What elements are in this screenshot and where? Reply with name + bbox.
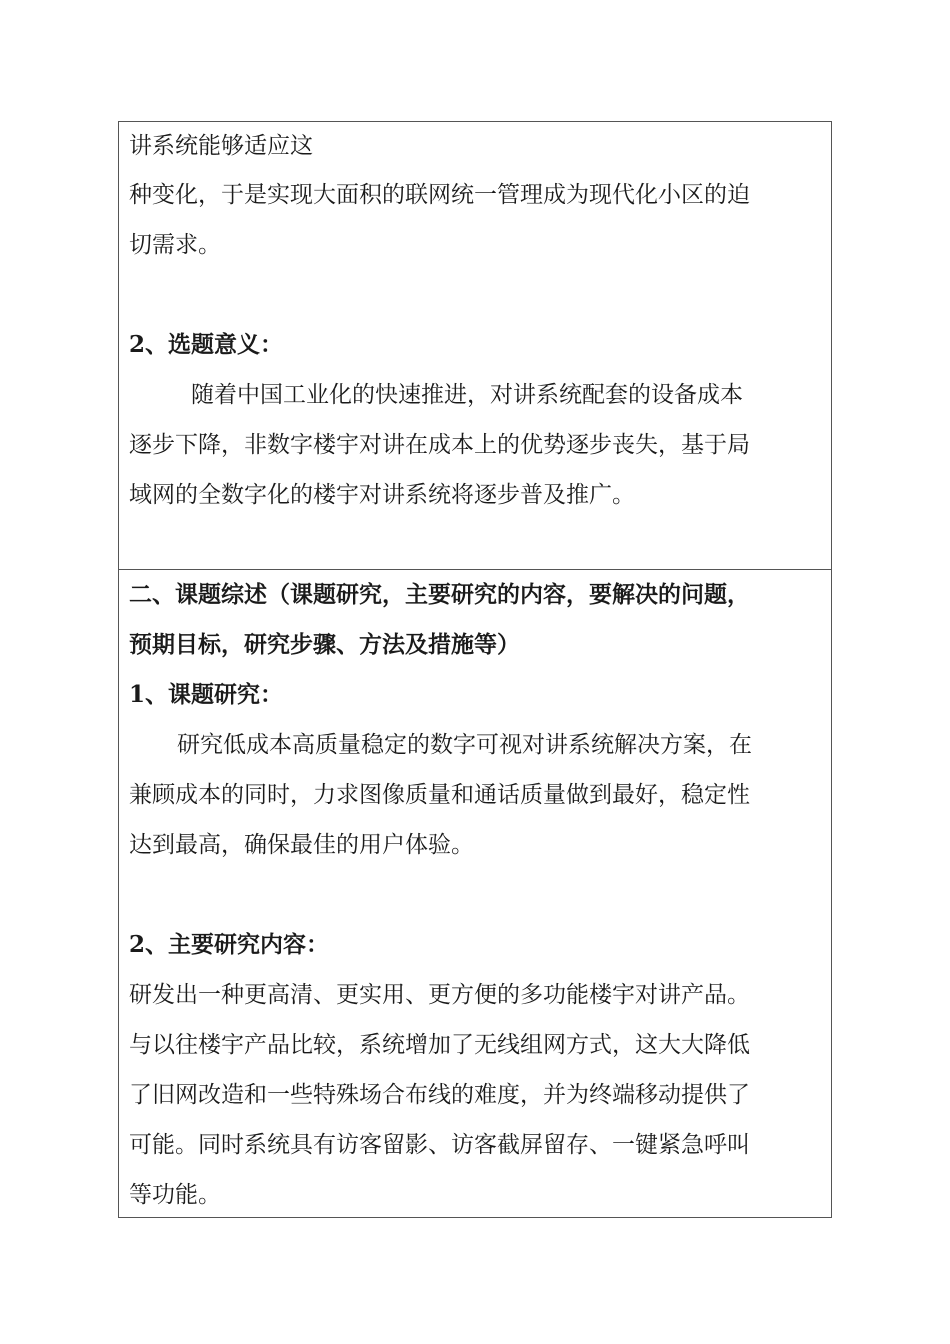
body-text-line: 达到最高，确保最佳的用户体验。 [129, 832, 474, 858]
subsection-heading: 1、课题研究： [129, 681, 284, 708]
section-title: 预期目标，研究步骤、方法及措施等） [129, 631, 520, 658]
section-heading: 2、选题意义： [129, 331, 284, 358]
table-cell-topic-overview [119, 570, 831, 1217]
table-cell-topic-significance [119, 122, 831, 570]
body-text-line: 等功能。 [129, 1182, 221, 1208]
section-title: 二、课题综述（课题研究，主要研究的内容，要解决的问题， [129, 581, 750, 608]
blank-line [129, 270, 819, 320]
document-table [118, 121, 832, 1218]
body-text-line: 与以往楼宇产品比较，系统增加了无线组网方式，这大大降低 [129, 1032, 750, 1058]
body-text-line: 域网的全数字化的楼宇对讲系统将逐步普及推广。 [129, 482, 635, 508]
body-text-line: 研究低成本高质量稳定的数字可视对讲系统解决方案，在 [177, 732, 752, 758]
body-text-line: 逐步下降，非数字楼宇对讲在成本上的优势逐步丧失，基于局 [129, 432, 750, 458]
body-text-line: 了旧网改造和一些特殊场合布线的难度，并为终端移动提供了 [129, 1082, 750, 1108]
body-text-line: 切需求。 [129, 232, 221, 258]
body-text-line: 兼顾成本的同时，力求图像质量和通话质量做到最好，稳定性 [129, 782, 750, 808]
subsection-heading: 2、主要研究内容： [129, 931, 330, 958]
body-text-line: 研发出一种更高清、更实用、更方便的多功能楼宇对讲产品。 [129, 982, 750, 1008]
body-text-line: 种变化，于是实现大面积的联网统一管理成为现代化小区的迫 [129, 182, 750, 208]
body-text-line: 讲系统能够适应这 [129, 133, 313, 159]
body-text-line: 可能。同时系统具有访客留影、访客截屏留存、一键紧急呼叫 [129, 1132, 750, 1158]
blank-line [129, 870, 819, 920]
body-text-line: 随着中国工业化的快速推进，对讲系统配套的设备成本 [191, 382, 743, 408]
